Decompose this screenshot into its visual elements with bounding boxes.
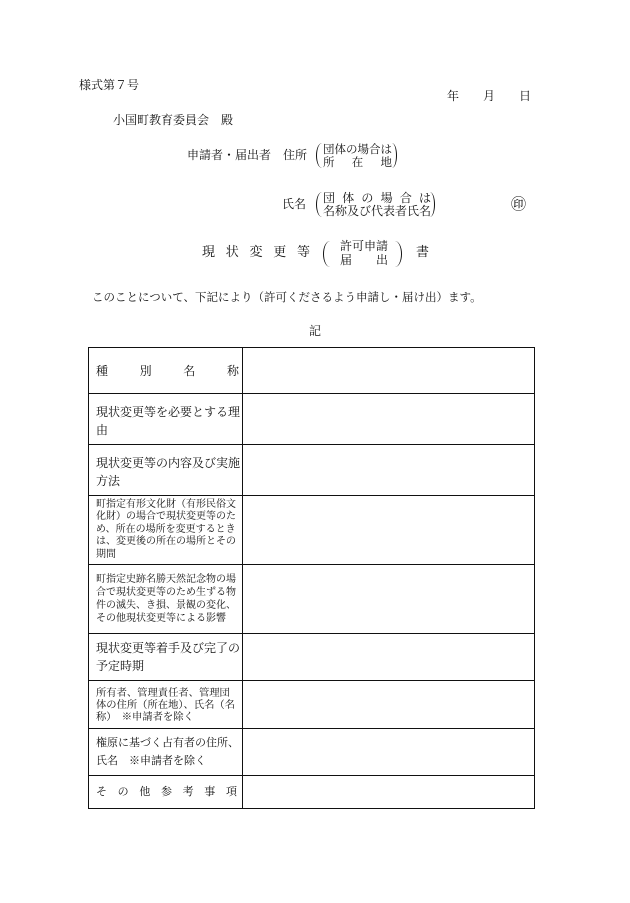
row-label-cell: [89, 681, 243, 728]
row-label: 所有者、管理責任者、管理団 体の住所（所在地）、氏名（名 称） ※申請者を除く: [96, 686, 236, 723]
row-label-cell: [89, 776, 243, 808]
address-note-line-1: 団体の場合は: [323, 142, 392, 156]
row-value-cell: [243, 729, 534, 775]
row-label-cell: [89, 394, 243, 444]
row-value-cell: [243, 681, 534, 728]
address-note-line-2: 所 在 地: [323, 154, 395, 169]
address-note-left-bracket: [316, 143, 322, 168]
title-suffix: 書: [416, 245, 430, 260]
row-occupant-info: [89, 729, 534, 776]
applicant-name-label: 氏名: [282, 197, 307, 211]
row-label-cell: [89, 729, 243, 775]
name-note-right-bracket: [430, 192, 435, 217]
row-label-cell: [89, 496, 243, 564]
row-label: 種 別 名 称: [96, 363, 242, 378]
row-value-cell: [243, 348, 534, 393]
row-label: 現状変更等の内容及び実施 方法: [96, 455, 241, 488]
title-option-2: 届 出: [340, 252, 389, 267]
row-label-cell: [89, 565, 243, 633]
name-note-line-2: 名称及び代表者氏名: [323, 203, 432, 218]
row-monument-impact: [89, 565, 534, 634]
row-schedule: [89, 634, 534, 681]
title-left-bracket: [323, 241, 330, 267]
name-note-left-bracket: [316, 192, 322, 217]
applicant-address-label: 申請者・届出者 住所: [187, 148, 308, 162]
addressee: 小国町教育委員会 殿: [113, 113, 234, 127]
row-category-name: [89, 348, 534, 394]
intro-paragraph: このことについて、下記により（許可くださるよう申請し・届け出）ます。: [92, 290, 482, 304]
name-note-line-1: 団 体 の 場 合 は: [323, 191, 433, 205]
title-option-1: 許可申請: [340, 239, 389, 253]
row-other-notes: [89, 776, 534, 808]
row-cultural-property-relocation: [89, 496, 534, 565]
title-right-bracket: [395, 241, 402, 267]
row-value-cell: [243, 394, 534, 444]
address-note-right-bracket: [392, 143, 397, 168]
row-label-cell: [89, 348, 243, 393]
row-label: 町指定史跡名勝天然記念物の場 合で現状変更等のため生ずる物 件の滅失、き損、景観の変化、 その他現状変更等による影響: [96, 574, 236, 624]
row-label-cell: [89, 445, 243, 495]
details-table: [88, 347, 535, 809]
row-label: 町指定有形文化財（有形民俗文 化財）の場合で現状変更等のた め、所在の場所を変更するとき は、変更後の所在の場所とその 期間: [96, 498, 236, 560]
row-label: 現状変更等着手及び完了の 予定時期: [96, 641, 241, 673]
row-value-cell: [243, 496, 534, 564]
seal-mark: ㊞: [511, 195, 527, 213]
notes-heading: 記: [309, 324, 322, 338]
row-value-cell: [243, 634, 534, 680]
document-title: 現 状 変 更 等: [202, 245, 314, 260]
row-label: 権原に基づく占有者の住所、 氏名 ※申請者を除く: [96, 736, 239, 767]
row-label-cell: [89, 634, 243, 680]
form-number: 様式第７号: [79, 78, 140, 92]
row-value-cell: [243, 565, 534, 633]
row-label: 現状変更等を必要とする理 由: [96, 404, 241, 437]
row-value-cell: [243, 445, 534, 495]
row-reason: [89, 394, 534, 445]
row-content-and-method: [89, 445, 534, 496]
row-label: そ の 他 参 考 事 項: [96, 785, 237, 798]
row-value-cell: [243, 776, 534, 808]
row-owner-info: [89, 681, 534, 729]
date-line: 年 月 日: [447, 89, 532, 103]
